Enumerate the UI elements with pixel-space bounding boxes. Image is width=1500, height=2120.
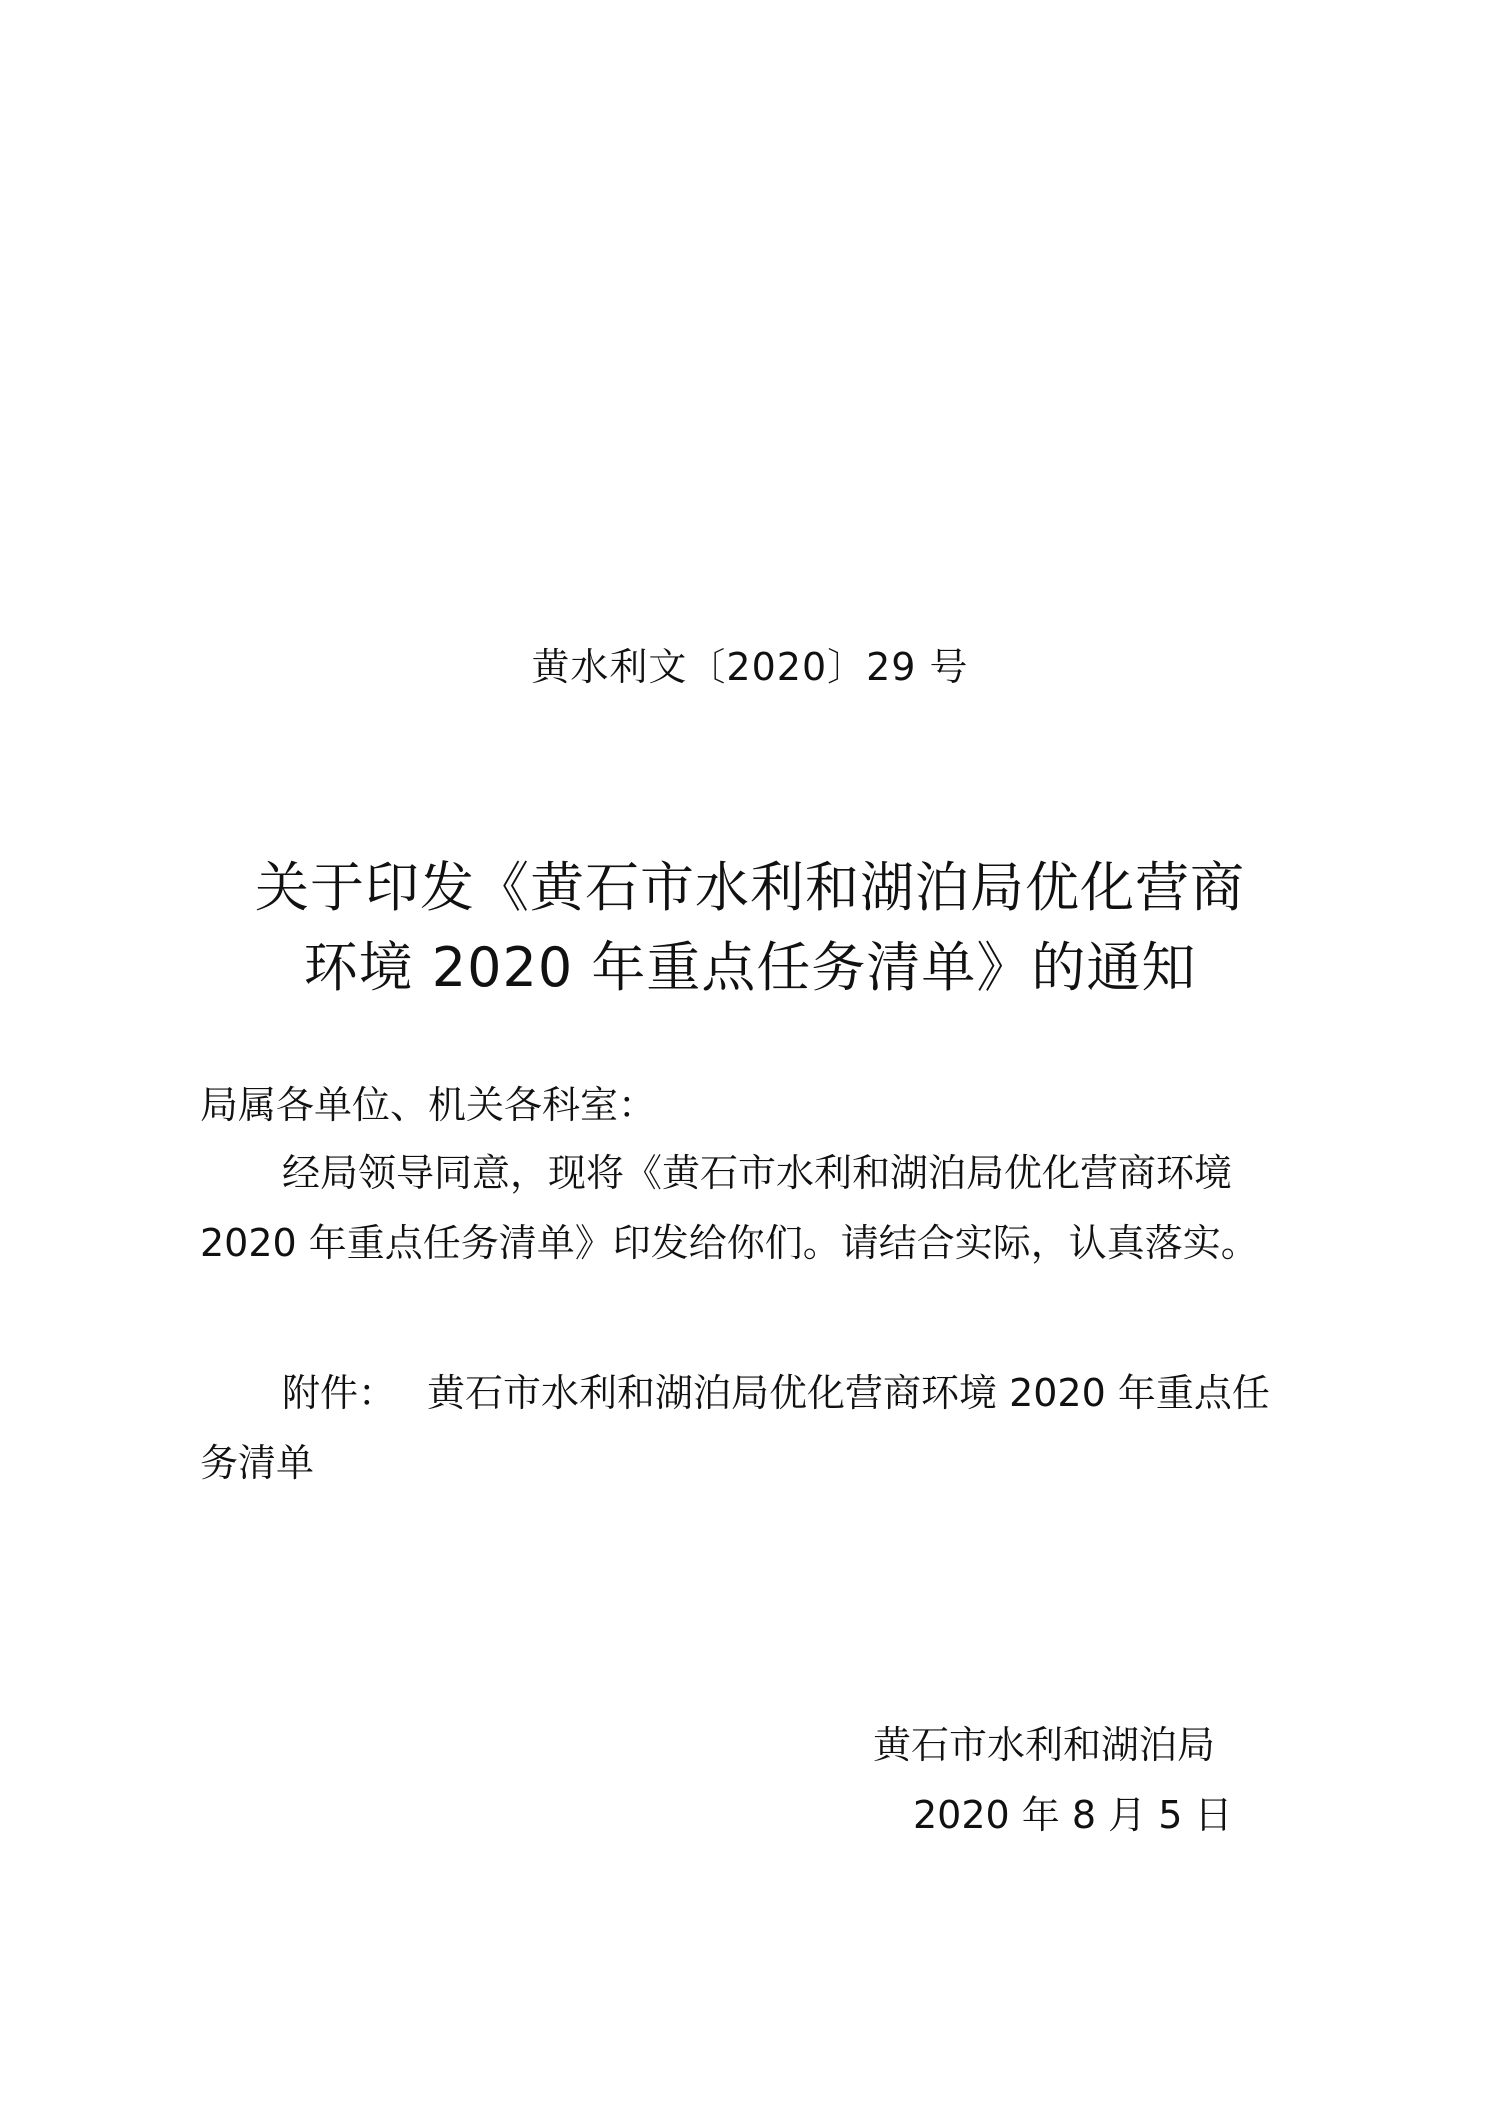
body-paragraph-line-2: 2020 年重点任务清单》印发给你们。请结合实际，认真落实。 (200, 1221, 1259, 1265)
attachment-line-1 (282, 1368, 1270, 1418)
title-line-1: 关于印发《黄石市水利和湖泊局优化营商 (255, 856, 1245, 919)
attachment-label: 附件： (282, 1371, 397, 1415)
body-paragraph-line-1: 经局领导同意，现将《黄石市水利和湖泊局优化营商环境 (282, 1151, 1233, 1195)
document-number: 黄水利文〔2020〕29 号 (531, 645, 969, 689)
attachment-line-2: 务清单 (200, 1441, 315, 1485)
signature-date: 2020 年 8 月 5 日 (913, 1793, 1233, 1837)
signature-organization: 黄石市水利和湖泊局 (873, 1723, 1216, 1767)
document-title (0, 848, 1500, 1008)
addressee: 局属各单位、机关各科室： (200, 1083, 657, 1127)
title-line-2: 环境 2020 年重点任务清单》的通知 (303, 936, 1197, 999)
attachment-text-1: 黄石市水利和湖泊局优化营商环境 2020 年重点任 (427, 1371, 1270, 1415)
